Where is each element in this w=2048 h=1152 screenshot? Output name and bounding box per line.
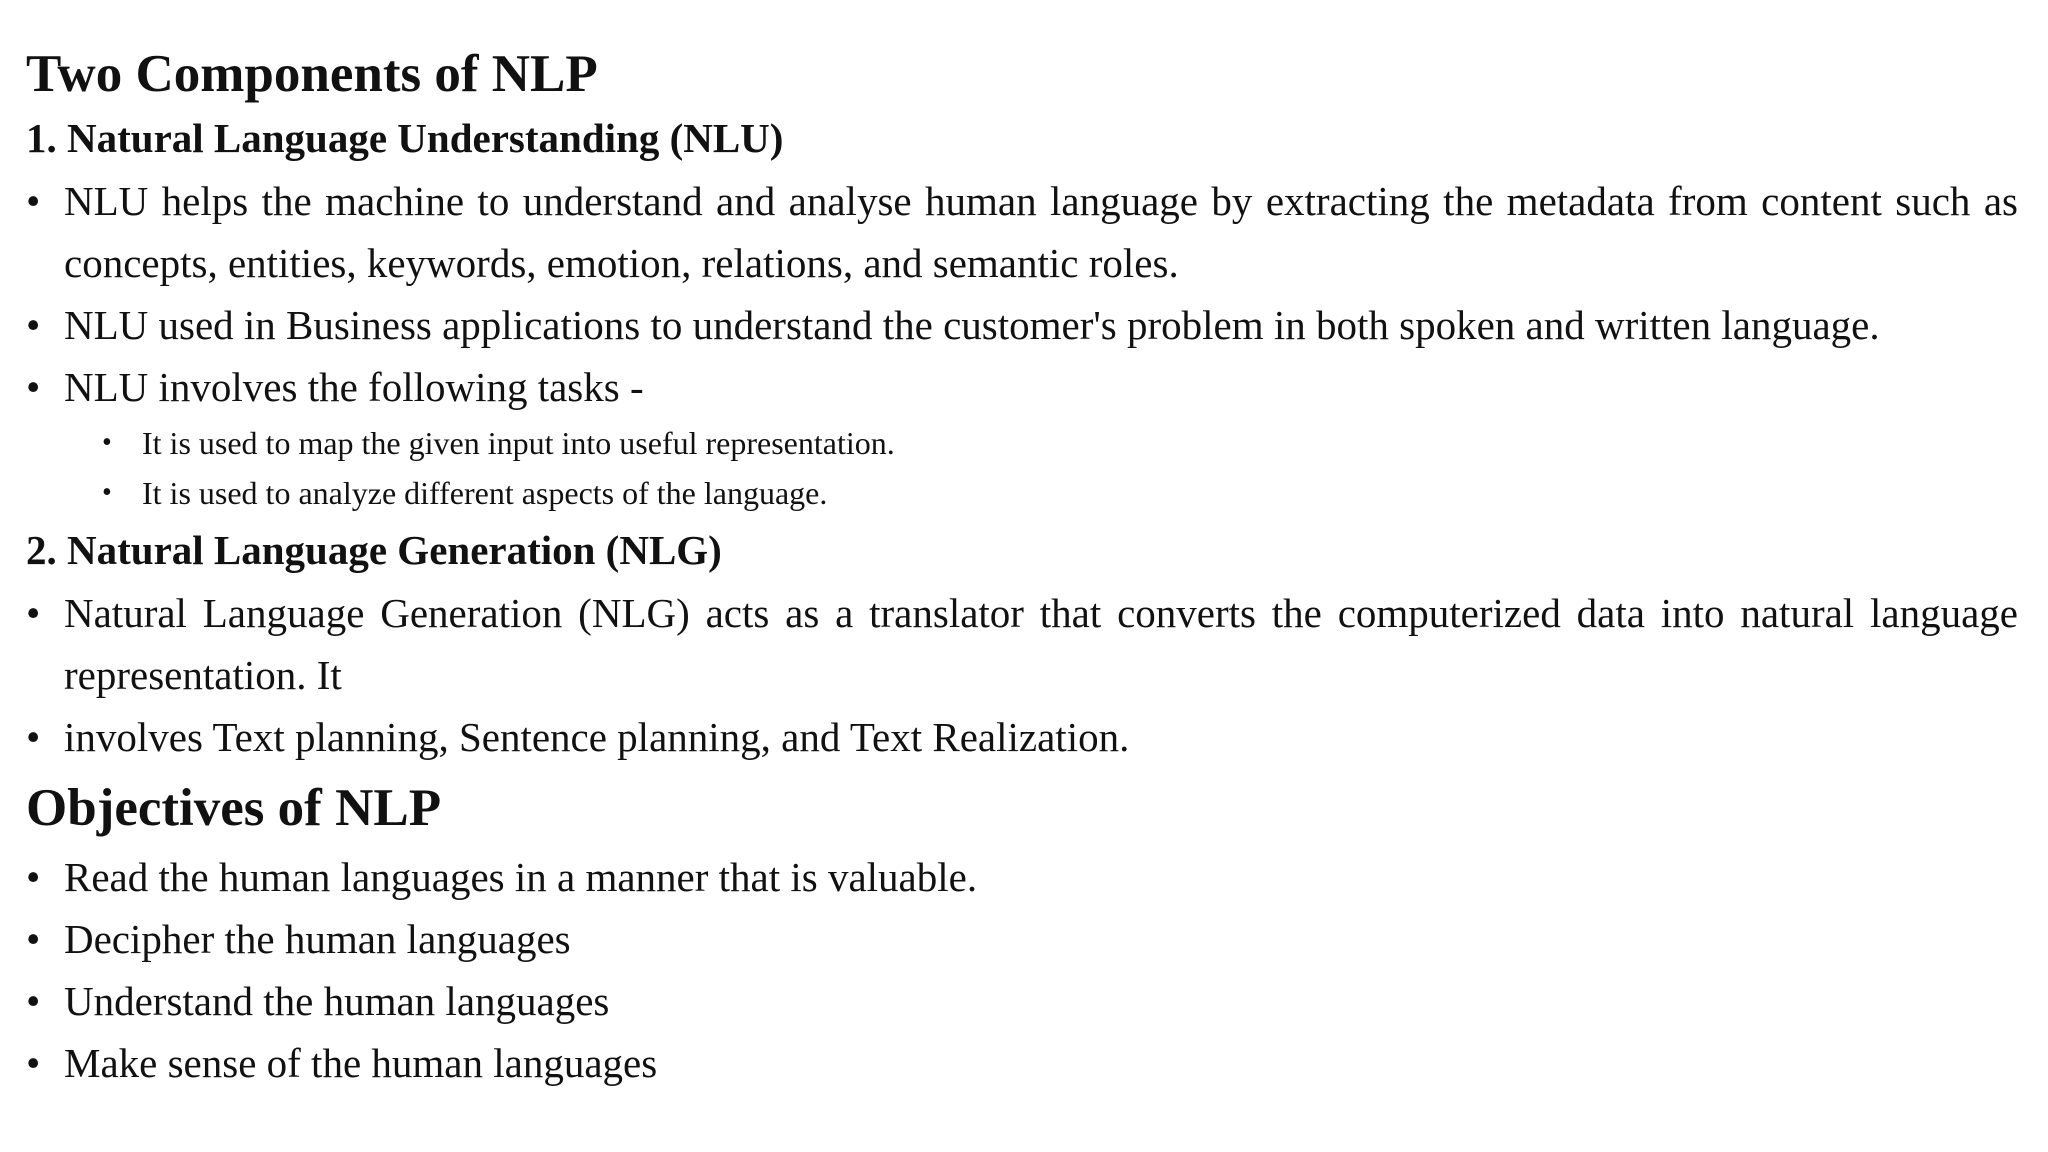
nlu-list <box>26 170 2018 418</box>
objectives-heading: Objectives of NLP <box>26 779 442 837</box>
nlu-tasks-sublist <box>26 418 2018 518</box>
list-item-text: Natural Language Generation (NLG) acts as a translator that converts the computerized data into natural language representation. It <box>64 590 2018 698</box>
list-item <box>26 582 2018 706</box>
list-item <box>26 170 2018 294</box>
list-item <box>26 908 2018 970</box>
sublist-item <box>26 468 2018 518</box>
sublist-item-text: It is used to analyze different aspects of the language. <box>142 475 828 511</box>
list-item <box>26 1032 2018 1094</box>
list-item <box>26 846 2018 908</box>
list-item <box>26 706 2018 768</box>
nlu-heading: 1. Natural Language Understanding (NLU) <box>26 115 784 161</box>
list-item-text: NLU helps the machine to understand and analyse human language by extracting the metadata from content such as concepts, entities, keywords, emotion, relations, and semantic roles. <box>64 178 2018 286</box>
nlg-list <box>26 582 2018 768</box>
list-item-text: Make sense of the human languages <box>64 1040 658 1086</box>
bullet: • <box>26 178 41 224</box>
objectives-list <box>26 846 2018 1094</box>
bullet: • <box>26 714 41 760</box>
list-item-text: NLU used in Business applications to understand the customer's problem in both spoken and written language. <box>64 302 1880 348</box>
bullet: • <box>26 978 41 1024</box>
list-item-text: Understand the human languages <box>64 978 610 1024</box>
bullet: • <box>26 590 41 636</box>
list-item-text: Decipher the human languages <box>64 916 571 962</box>
list-item <box>26 294 2018 356</box>
list-item-text: involves Text planning, Sentence planning, and Text Realization. <box>64 714 1130 760</box>
list-item-text: Read the human languages in a manner that is valuable. <box>64 854 978 900</box>
bullet: • <box>26 364 41 410</box>
bullet: • <box>26 302 41 348</box>
sub-bullet: • <box>102 477 112 508</box>
bullet: • <box>26 1040 41 1086</box>
sublist-item-text: It is used to map the given input into useful representation. <box>142 425 895 461</box>
bullet: • <box>26 916 41 962</box>
bullet: • <box>26 854 41 900</box>
list-item <box>26 356 2018 418</box>
sub-bullet: • <box>102 427 112 458</box>
list-item <box>26 970 2018 1032</box>
sublist-item <box>26 418 2018 468</box>
components-heading: Two Components of NLP <box>26 45 598 103</box>
list-item-text: NLU involves the following tasks - <box>64 364 644 410</box>
nlg-heading: 2. Natural Language Generation (NLG) <box>26 527 722 573</box>
